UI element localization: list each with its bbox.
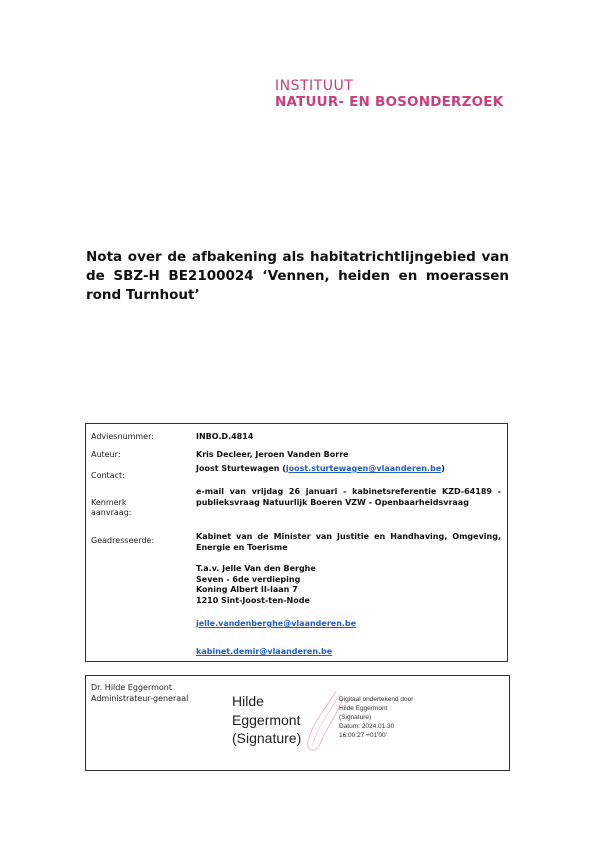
digital-line: Digitaal ondertekend door <box>339 696 414 703</box>
contact-name: Joost Sturtewagen ( <box>196 464 286 473</box>
email-2-row <box>196 647 501 658</box>
digital-line: Datum: 2024.01.30 <box>339 723 395 730</box>
signature-name <box>232 692 301 748</box>
signer-name: Dr. Hilde Eggermont <box>91 683 172 692</box>
geadresseerde-value: Kabinet van de Minister van Justitie en Handhaving, Omgeving, Energie en Toerisme <box>196 532 501 552</box>
address-line: Seven - 6de verdieping <box>196 574 301 584</box>
signature-name-line: (Signature) <box>232 730 302 746</box>
contact-email-link[interactable]: joost.sturtewagen@vlaanderen.be <box>285 464 442 473</box>
kenmerk-label-line-1: Kenmerk <box>91 498 127 507</box>
logo-line-1: INSTITUUT <box>275 78 354 94</box>
email-link-kabinet[interactable]: kabinet.demir@vlaanderen.be <box>196 647 333 656</box>
signer-role: Administrateur-generaal <box>91 693 189 703</box>
digital-signature-info <box>339 695 413 740</box>
address-block <box>196 564 501 606</box>
contact-close: ) <box>441 464 445 473</box>
contact-label: Contact: <box>91 471 125 480</box>
address-line: 1210 Sint-Joost-ten-Node <box>196 595 310 605</box>
contact-value <box>196 464 501 475</box>
adviesnummer-value: INBO.D.4814 <box>196 432 254 441</box>
info-box <box>85 423 508 662</box>
inbo-logo <box>275 78 503 111</box>
signer-block <box>91 683 188 704</box>
document-title: Nota over de afbakening als habitatrichtlijngebied van de SBZ-H BE2100024 ‘Vennen, heiden en moerassen rond Turnhout’ <box>86 249 509 303</box>
email-link-jelle[interactable]: jelle.vandenberghe@vlaanderen.be <box>196 619 357 628</box>
logo-line-2: NATUUR- EN BOSONDERZOEK <box>275 94 504 110</box>
auteur-label: Auteur: <box>91 450 121 459</box>
email-1-row <box>196 619 501 630</box>
digital-line: 16:00:27 +01'00' <box>339 732 387 739</box>
auteur-value: Kris Decleer, Jeroen Vanden Borre <box>196 450 349 459</box>
address-line: T.a.v. Jelle Van den Berghe <box>196 564 316 573</box>
adviesnummer-label: Adviesnummer: <box>91 432 154 441</box>
address-line: Koning Albert II-laan 7 <box>196 585 298 594</box>
geadresseerde-label: Geadresseerde: <box>91 536 155 545</box>
kenmerk-label <box>91 498 131 518</box>
kenmerk-value: e-mail van vrijdag 26 januari - kabinetsreferentie KZD-64189 - publieksvraag Natuurlijk Boeren VZW - Openbaarheidsvraag <box>196 487 501 507</box>
digital-line: (Signature) <box>339 714 372 721</box>
signature-box <box>85 675 510 771</box>
signature-name-line: Hilde <box>232 693 264 709</box>
signature-name-line: Eggermont <box>232 711 301 728</box>
digital-line: Hilde Eggermont <box>339 705 388 712</box>
kenmerk-label-line-2: aanvraag: <box>91 508 132 517</box>
